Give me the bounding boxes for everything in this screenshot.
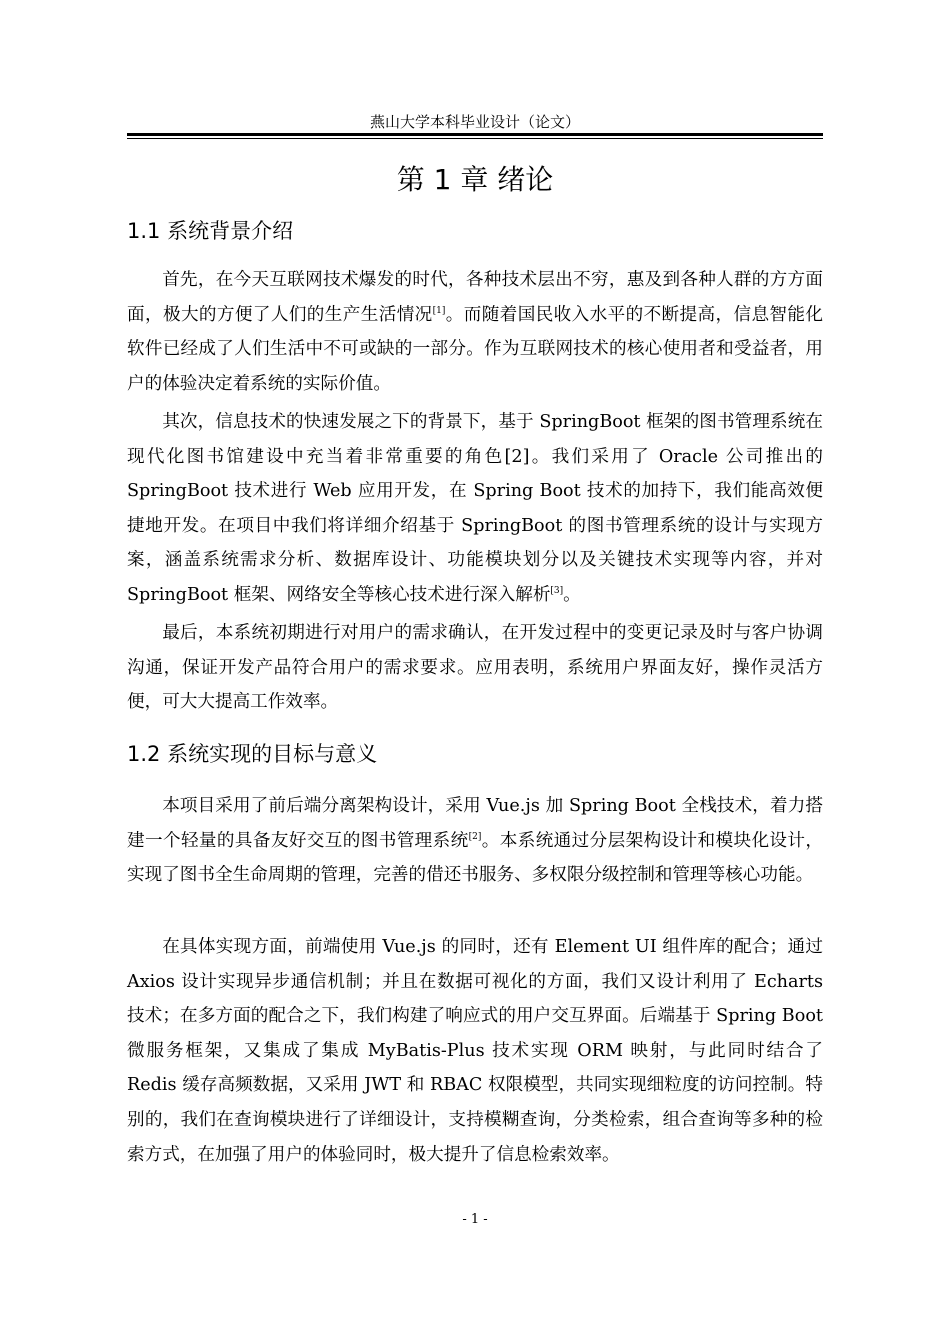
header-rule-thick — [127, 133, 823, 136]
citation: [3] — [550, 585, 564, 596]
section-heading-1-1: 1.1 系统背景介绍 — [127, 219, 294, 243]
paragraph: 在具体实现方面，前端使用 Vue.js 的同时，还有 Element UI 组件库的配合；通过 Axios 设计实现异步通信机制；并且在数据可视化的方面，我们又设计利用了 Echarts 技术；在多方面的配合之下，我们构建了响应式的用户交互界面。后端基于 Spring Boot 微服务框架，又集成了集成 MyBatis-Plus 技术实现 ORM 映射，与此同时结合了 Redis 缓存高频数据，又采用 JWT 和 RBAC 权限模型，共同实现细粒度的访问控制。特别的，我们在查询模块进行了详细设计，支持模糊查询，分类检索，组合查询等多种的检索方式，在加强了用户的体验同时，极大提升了信息检索效率。 — [127, 937, 823, 1165]
citation: [2] — [468, 831, 482, 842]
running-header: 燕山大学本科毕业设计（论文） — [369, 113, 580, 131]
paragraph: 本项目采用了前后端分离架构设计，采用 Vue.js 加 Spring Boot 全栈技术，着力搭建一个轻量的具备友好交互的图书管理系统[2]。本系统通过分层架构设计和模块化设计，实现了图书全生命周期的管理，完善的借还书服务、多权限分级控制和管理等核心功能。 — [127, 796, 823, 886]
citation: [1] — [432, 305, 446, 316]
paragraph: 首先，在今天互联网技术爆发的时代，各种技术层出不穷，惠及到各种人群的方方面面，极大的方便了人们的生产生活情况[1]。而随着国民收入水平的不断提高，信息智能化软件已经成了人们生活中不可或缺的一部分。作为互联网技术的核心使用者和受益者，用户的体验决定着系统的实际价值。 — [127, 270, 823, 394]
section-heading-1-2: 1.2 系统实现的目标与意义 — [127, 742, 378, 766]
header-rule-thin — [127, 138, 823, 139]
paragraph: 其次，信息技术的快速发展之下的背景下，基于 SpringBoot 框架的图书管理系统在现代化图书馆建设中充当着非常重要的角色[2]。我们采用了 Oracle 公司推出的 SpringBoot 技术进行 Web 应用开发，在 Spring Boot 技术的加持下，我们能高效便捷地开发。在项目中我们将详细介绍基于 SpringBoot 的图书管理系统的设计与实现方案，涵盖系统需求分析、数据库设计、功能模块划分以及关键技术实现等内容，并对 SpringBoot 框架、网络安全等核心技术进行深入解析[3]。 — [127, 412, 823, 605]
paragraph: 最后，本系统初期进行对用户的需求确认，在开发过程中的变更记录及时与客户协调沟通，保证开发产品符合用户的需求要求。应用表明，系统用户界面友好，操作灵活方便，可大大提高工作效率。 — [127, 623, 823, 713]
page-number: - 1 - — [462, 1212, 488, 1227]
chapter-title: 第 1 章 绪论 — [396, 163, 554, 196]
